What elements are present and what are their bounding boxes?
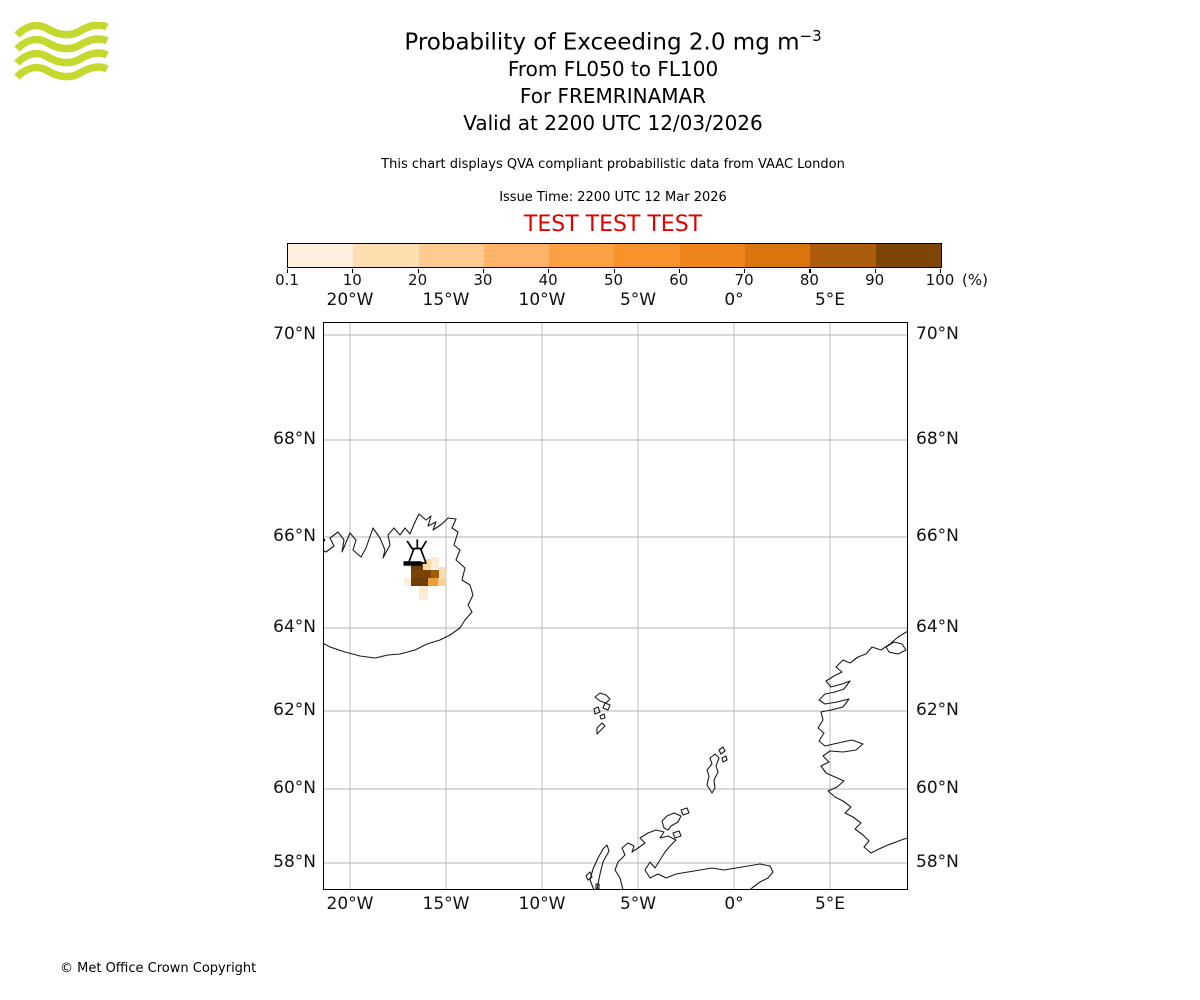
coastline-shetland-ne2 [722,756,727,762]
colorbar-tick-label: 100 [925,271,955,289]
colorbar-segment [745,244,810,267]
lat-label-right: 66°N [916,526,959,546]
page-title: Probability of Exceeding 2.0 mg $m^{-3}$ [404,27,822,56]
colorbar-tick-label: 70 [734,271,754,289]
issue-time: Issue Time: 2200 UTC 12 Mar 2026 [499,190,727,205]
colorbar-tick-label: 60 [669,271,689,289]
coastline-faroe-1 [595,693,610,703]
probability-cell [431,570,439,578]
coastline-orkney-s [673,831,681,838]
colorbar-segment [419,244,484,267]
colorbar-segment [614,244,679,267]
volcano-icon [409,549,427,564]
colorbar-segment [680,244,745,267]
probability-cell [438,578,445,586]
lon-label-top: 5°W [619,290,657,310]
colorbar-tick-label: 0.1 [275,271,299,289]
colorbar-segment [549,244,614,267]
colorbar-segment [876,244,941,267]
lat-label-left: 62°N [273,700,316,720]
probability-cell [439,567,445,578]
coastline-shetland-main [707,754,719,793]
probability-cell [419,586,428,600]
colorbar-tick-label: 50 [603,271,624,289]
lon-label-top: 20°W [326,290,374,310]
coastline-hebrides [590,845,609,890]
coastline-norway-island [886,642,906,654]
colorbar-segment [810,244,875,267]
lat-label-right: 64°N [916,617,959,637]
colorbar-tick-label: 10 [342,271,362,289]
probability-cell [428,578,438,586]
lat-label-right: 62°N [916,700,959,720]
subtitle-valid-time: Valid at 2200 UTC 12/03/2026 [463,110,763,135]
lon-label-top: 5°E [814,290,846,310]
lon-label-top: 15°W [422,290,470,310]
probability-cell [431,557,439,568]
coastline-shetland-ne1 [719,747,725,754]
lat-label-left: 70°N [273,324,316,344]
lon-label-bottom: 5°W [619,894,657,914]
lon-label-bottom: 5°E [814,894,846,914]
subtitle-volcano: For FREMRINAMAR [519,83,707,108]
title-block [0,27,1200,137]
lat-label-right: 70°N [916,324,959,344]
colorbar-tick-label: 30 [473,271,493,289]
coastline-norway-mainland [818,631,908,853]
probability-cell [411,578,428,586]
coastline-faroe-3 [594,707,600,714]
lon-label-top: 0° [724,290,744,310]
colorbar-segment [288,244,353,267]
colorbar-unit-label: (%) [962,271,988,289]
lat-label-left: 68°N [273,429,316,449]
coastline-scotland [615,830,773,890]
probability-cell [404,578,411,585]
subtitle-flight-levels: From FL050 to FL100 [507,56,719,81]
lon-label-bottom: 10°W [518,894,566,914]
map-svg [323,322,908,890]
colorbar-tick-label: 80 [799,271,819,289]
lon-label-top: 10°W [518,290,566,310]
lon-label-bottom: 20°W [326,894,374,914]
colorbar-segment [484,244,549,267]
coastline-hebrides-islet1 [586,872,592,880]
probability-cell [411,570,431,578]
colorbar-tick-label: 20 [408,271,428,289]
colorbar-tick-label: 90 [865,271,885,289]
colorbar [287,243,942,268]
coastline-faroe-5 [597,723,605,734]
lat-label-right: 58°N [916,852,959,872]
colorbar-segment [353,244,418,267]
lat-label-left: 58°N [273,852,316,872]
coastline-orkney-ne [681,808,689,815]
coastline-iceland [323,514,473,658]
coastline-faroe-4 [600,714,605,719]
volcano-eruption-spikes [408,540,427,549]
coastline-faroe-2 [603,703,610,710]
lat-label-right: 60°N [916,778,959,798]
test-banner: TEST TEST TEST [523,212,703,237]
lon-label-bottom: 0° [724,894,744,914]
lat-label-left: 64°N [273,617,316,637]
lon-label-bottom: 15°W [422,894,470,914]
lat-label-right: 68°N [916,429,959,449]
colorbar-tick-label: 40 [538,271,558,289]
qva-compliance-note: This chart displays QVA compliant probabilistic data from VAAC London [381,157,845,172]
lat-label-left: 60°N [273,778,316,798]
map-frame [323,322,908,890]
coastline-orkney-main [662,813,681,830]
copyright: © Met Office Crown Copyright [60,961,257,976]
lat-label-left: 66°N [273,526,316,546]
